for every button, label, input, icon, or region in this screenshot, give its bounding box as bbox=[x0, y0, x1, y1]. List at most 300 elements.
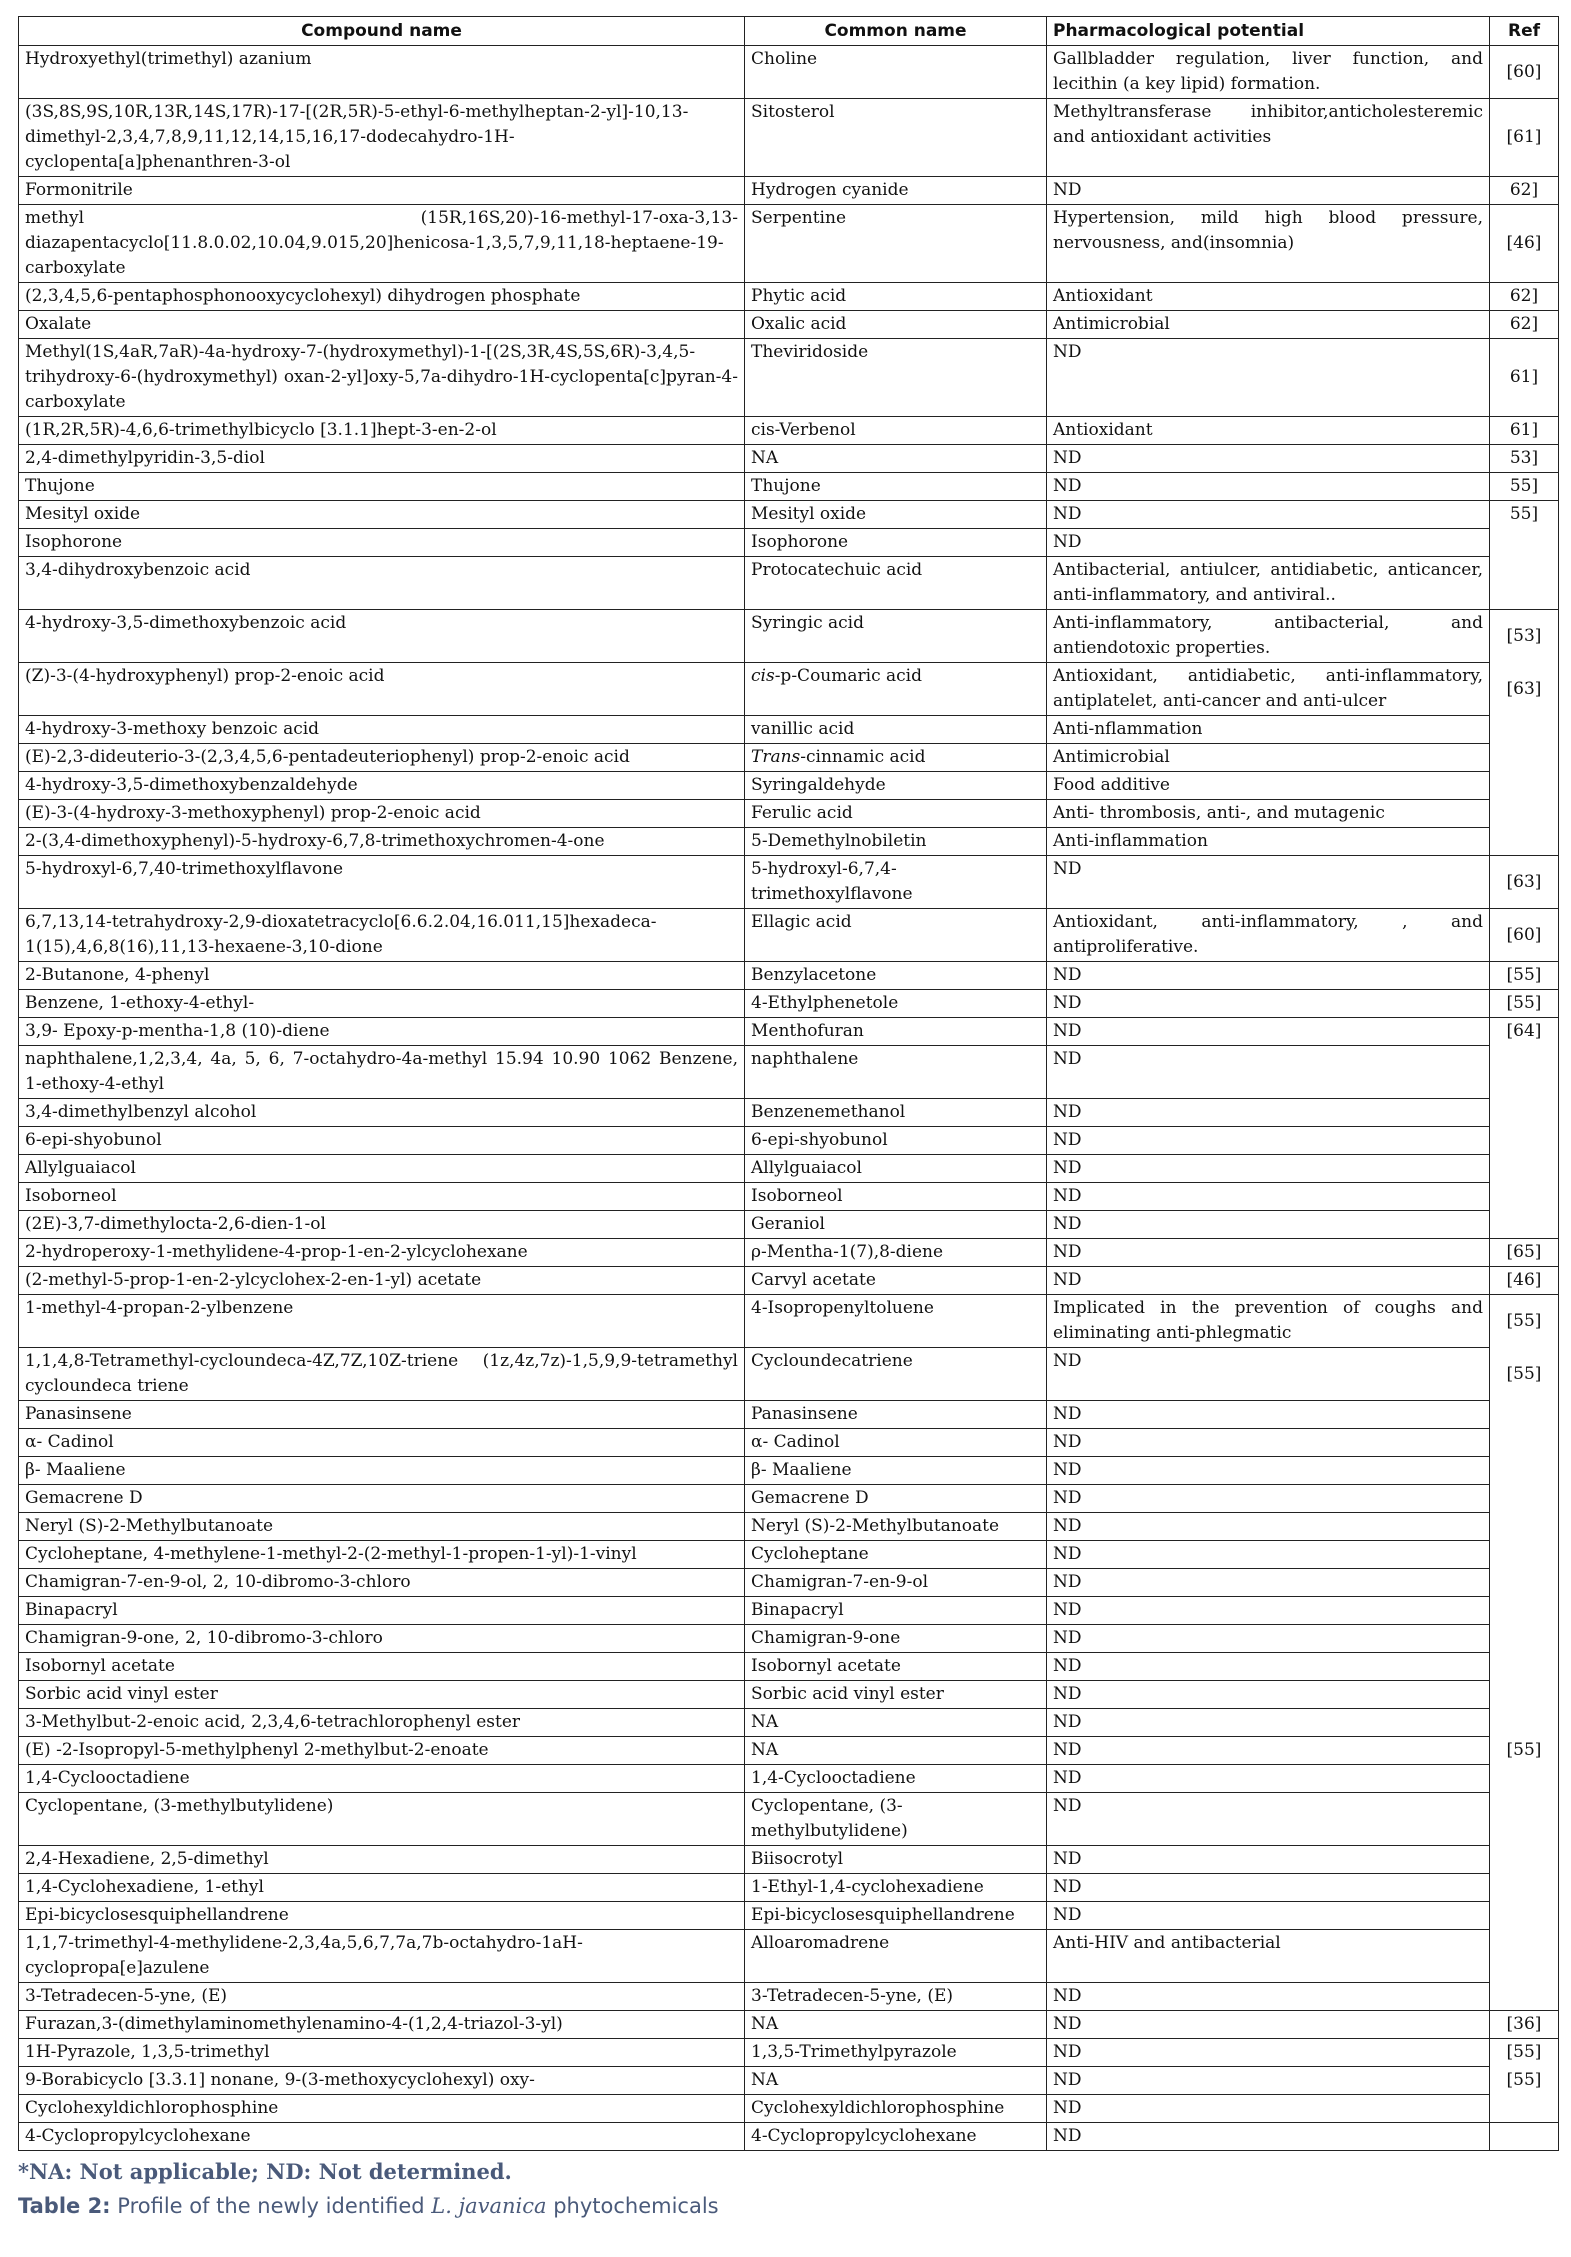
ref-cell bbox=[1490, 716, 1559, 744]
compound-cell: 3-Tetradecen-5-yne, (E) bbox=[19, 1983, 745, 2011]
table-row bbox=[19, 610, 1559, 663]
table-row bbox=[19, 1348, 1559, 1401]
ref-cell: [61] bbox=[1490, 99, 1559, 177]
common-name-cell: Binapacryl bbox=[745, 1597, 1047, 1625]
pharmacological-cell: ND bbox=[1047, 1653, 1490, 1681]
ref-cell bbox=[1490, 1846, 1559, 1874]
table-row bbox=[19, 1793, 1559, 1846]
pharmacological-cell: ND bbox=[1047, 1211, 1490, 1239]
ref-cell bbox=[1490, 1183, 1559, 1211]
compound-cell: 1-methyl-4-propan-2-ylbenzene bbox=[19, 1295, 745, 1348]
pharmacological-cell: ND bbox=[1047, 1457, 1490, 1485]
common-name-cell: Syringic acid bbox=[745, 610, 1047, 663]
phytochemical-table bbox=[18, 16, 1559, 2151]
common-name-cell: 5-hydroxyl-6,7,4-trimethoxylflavone bbox=[745, 856, 1047, 909]
pharmacological-cell: Anti-nflammation bbox=[1047, 716, 1490, 744]
pharmacological-cell: Anti-HIV and antibacterial bbox=[1047, 1930, 1490, 1983]
compound-cell: 4-hydroxy-3,5-dimethoxybenzaldehyde bbox=[19, 772, 745, 800]
table-row bbox=[19, 800, 1559, 828]
pharmacological-cell: Gallbladder regulation, liver function, and lecithin (a key lipid) formation. bbox=[1047, 46, 1490, 99]
ref-cell: [65] bbox=[1490, 1239, 1559, 1267]
footnote: *NA: Not applicable; ND: Not determined. bbox=[18, 2159, 512, 2184]
pharmacological-cell: ND bbox=[1047, 2067, 1490, 2095]
pharmacological-cell: ND bbox=[1047, 501, 1490, 529]
compound-cell: 2-(3,4-dimethoxyphenyl)-5-hydroxy-6,7,8-trimethoxychromen-4-one bbox=[19, 828, 745, 856]
ref-cell: 62] bbox=[1490, 311, 1559, 339]
pharmacological-cell: ND bbox=[1047, 529, 1490, 557]
ref-cell: [46] bbox=[1490, 1267, 1559, 1295]
pharmacological-cell: Antioxidant, antidiabetic, anti-inflammatory, antiplatelet, anti-cancer and anti-ulcer bbox=[1047, 663, 1490, 716]
common-name-cell: Benzylacetone bbox=[745, 962, 1047, 990]
common-name-cell: Cycloheptane bbox=[745, 1541, 1047, 1569]
pharmacological-cell: ND bbox=[1047, 1569, 1490, 1597]
pharmacological-cell: Anti-inflammation bbox=[1047, 828, 1490, 856]
pharmacological-cell: ND bbox=[1047, 1155, 1490, 1183]
pharmacological-cell: Anti-inflammatory, antibacterial, and antiendotoxic properties. bbox=[1047, 610, 1490, 663]
header-compound: Compound name bbox=[19, 17, 745, 46]
pharmacological-cell: ND bbox=[1047, 1429, 1490, 1457]
pharmacological-cell: Food additive bbox=[1047, 772, 1490, 800]
pharmacological-cell: Antimicrobial bbox=[1047, 311, 1490, 339]
ref-cell bbox=[1490, 529, 1559, 557]
table-body bbox=[19, 46, 1559, 2151]
ref-cell bbox=[1490, 1902, 1559, 1930]
common-name-cell: Alloaromadrene bbox=[745, 1930, 1047, 1983]
compound-cell: Cyclohexyldichlorophosphine bbox=[19, 2095, 745, 2123]
compound-cell: 1,1,4,8-Tetramethyl-cycloundeca-4Z,7Z,10Z-triene (1z,4z,7z)-1,5,9,9-tetramethyl cycloundeca triene bbox=[19, 1348, 745, 1401]
pharmacological-cell: ND bbox=[1047, 1625, 1490, 1653]
ref-cell bbox=[1490, 1709, 1559, 1737]
common-name-cell: NA bbox=[745, 2011, 1047, 2039]
table-row bbox=[19, 2067, 1559, 2095]
table-row bbox=[19, 2095, 1559, 2123]
compound-cell: 4-Cyclopropylcyclohexane bbox=[19, 2123, 745, 2151]
table-row bbox=[19, 529, 1559, 557]
pharmacological-cell: ND bbox=[1047, 1239, 1490, 1267]
table-row bbox=[19, 744, 1559, 772]
pharmacological-cell: Hypertension, mild high blood pressure, nervousness, and(insomnia) bbox=[1047, 205, 1490, 283]
compound-cell: Methyl(1S,4aR,7aR)-4a-hydroxy-7-(hydroxymethyl)-1-[(2S,3R,4S,5S,6R)-3,4,5-trihydroxy-6-(hydroxymethyl) oxan-2-yl]oxy-5,7a-dihydro-1H-cyclopenta[c]pyran-4-carboxylate bbox=[19, 339, 745, 417]
compound-cell: Sorbic acid vinyl ester bbox=[19, 1681, 745, 1709]
pharmacological-cell: Antibacterial, antiulcer, antidiabetic, anticancer, anti-inflammatory, and antiviral.. bbox=[1047, 557, 1490, 610]
common-name-cell: naphthalene bbox=[745, 1046, 1047, 1099]
ref-cell: 62] bbox=[1490, 283, 1559, 311]
compound-cell: Hydroxyethyl(trimethyl) azanium bbox=[19, 46, 745, 99]
pharmacological-cell: ND bbox=[1047, 990, 1490, 1018]
ref-cell: 61] bbox=[1490, 417, 1559, 445]
common-name-cell: Protocatechuic acid bbox=[745, 557, 1047, 610]
ref-cell bbox=[1490, 1765, 1559, 1793]
compound-cell: Panasinsene bbox=[19, 1401, 745, 1429]
common-name-cell: NA bbox=[745, 2067, 1047, 2095]
ref-cell: [55] bbox=[1490, 1737, 1559, 1765]
table-row bbox=[19, 46, 1559, 99]
ref-cell: 62] bbox=[1490, 177, 1559, 205]
common-name-text: -p-Coumaric acid bbox=[774, 666, 922, 686]
ref-cell bbox=[1490, 1401, 1559, 1429]
pharmacological-cell: ND bbox=[1047, 1183, 1490, 1211]
compound-cell: Cycloheptane, 4-methylene-1-methyl-2-(2-methyl-1-propen-1-yl)-1-vinyl bbox=[19, 1541, 745, 1569]
compound-cell: (E) -2-Isopropyl-5-methylphenyl 2-methylbut-2-enoate bbox=[19, 1737, 745, 1765]
ref-cell: [55] bbox=[1490, 962, 1559, 990]
compound-cell: (E)-3-(4-hydroxy-3-methoxyphenyl) prop-2-enoic acid bbox=[19, 800, 745, 828]
compound-cell: Formonitrile bbox=[19, 177, 745, 205]
table-row bbox=[19, 1267, 1559, 1295]
table-row bbox=[19, 2123, 1559, 2151]
table-row bbox=[19, 1018, 1559, 1046]
common-name-cell: NA bbox=[745, 1737, 1047, 1765]
ref-cell: [55] bbox=[1490, 2039, 1559, 2067]
common-name-cell: vanillic acid bbox=[745, 716, 1047, 744]
pharmacological-cell: ND bbox=[1047, 2123, 1490, 2151]
ref-cell: [64] bbox=[1490, 1018, 1559, 1046]
caption-text-post: phytochemicals bbox=[553, 2194, 719, 2218]
ref-cell: [46] bbox=[1490, 205, 1559, 283]
common-name-cell: Epi-bicyclosesquiphellandrene bbox=[745, 1902, 1047, 1930]
pharmacological-cell: ND bbox=[1047, 1737, 1490, 1765]
ref-cell bbox=[1490, 1625, 1559, 1653]
ref-cell bbox=[1490, 1793, 1559, 1846]
ref-cell: [55] bbox=[1490, 1348, 1559, 1401]
pharmacological-cell: Antioxidant bbox=[1047, 417, 1490, 445]
common-name-cell: 3-Tetradecen-5-yne, (E) bbox=[745, 1983, 1047, 2011]
ref-cell bbox=[1490, 1155, 1559, 1183]
table-row bbox=[19, 1569, 1559, 1597]
table-row bbox=[19, 1155, 1559, 1183]
pharmacological-cell: ND bbox=[1047, 1046, 1490, 1099]
pharmacological-cell: ND bbox=[1047, 473, 1490, 501]
common-name-cell: cis-Verbenol bbox=[745, 417, 1047, 445]
pharmacological-cell: ND bbox=[1047, 1793, 1490, 1846]
ref-cell: [60] bbox=[1490, 909, 1559, 962]
compound-cell: Oxalate bbox=[19, 311, 745, 339]
compound-cell: (Z)-3-(4-hydroxyphenyl) prop-2-enoic acid bbox=[19, 663, 745, 716]
common-name-cell: 5-Demethylnobiletin bbox=[745, 828, 1047, 856]
compound-cell: (1R,2R,5R)-4,6,6-trimethylbicyclo [3.1.1]hept-3-en-2-ol bbox=[19, 417, 745, 445]
ref-cell bbox=[1490, 1653, 1559, 1681]
compound-cell: (2,3,4,5,6-pentaphosphonooxycyclohexyl) dihydrogen phosphate bbox=[19, 283, 745, 311]
ref-cell: [55] bbox=[1490, 990, 1559, 1018]
common-name-cell: Hydrogen cyanide bbox=[745, 177, 1047, 205]
compound-cell: Isoborneol bbox=[19, 1183, 745, 1211]
table-row bbox=[19, 1846, 1559, 1874]
table-row bbox=[19, 1046, 1559, 1099]
compound-cell: 4-hydroxy-3-methoxy benzoic acid bbox=[19, 716, 745, 744]
common-name-cell: Ferulic acid bbox=[745, 800, 1047, 828]
pharmacological-cell: ND bbox=[1047, 1983, 1490, 2011]
common-name-cell: Sitosterol bbox=[745, 99, 1047, 177]
common-name-cell: 1,4-Cyclooctadiene bbox=[745, 1765, 1047, 1793]
common-name-cell: Chamigran-9-one bbox=[745, 1625, 1047, 1653]
common-name-cell: Gemacrene D bbox=[745, 1485, 1047, 1513]
common-name-cell: ρ-Mentha-1(7),8-diene bbox=[745, 1239, 1047, 1267]
table-row bbox=[19, 1183, 1559, 1211]
pharmacological-cell: ND bbox=[1047, 1485, 1490, 1513]
pharmacological-cell: ND bbox=[1047, 1401, 1490, 1429]
common-name-cell: Allylguaiacol bbox=[745, 1155, 1047, 1183]
compound-cell: (E)-2,3-dideuterio-3-(2,3,4,5,6-pentadeuteriophenyl) prop-2-enoic acid bbox=[19, 744, 745, 772]
pharmacological-cell: ND bbox=[1047, 1018, 1490, 1046]
table-row bbox=[19, 1983, 1559, 2011]
common-name-cell: Ellagic acid bbox=[745, 909, 1047, 962]
pharmacological-cell: ND bbox=[1047, 962, 1490, 990]
pharmacological-cell: Antioxidant, anti-inflammatory, , and antiproliferative. bbox=[1047, 909, 1490, 962]
table-row bbox=[19, 473, 1559, 501]
compound-cell: Epi-bicyclosesquiphellandrene bbox=[19, 1902, 745, 1930]
compound-cell: Neryl (S)-2-Methylbutanoate bbox=[19, 1513, 745, 1541]
table-row bbox=[19, 311, 1559, 339]
compound-cell: 4-hydroxy-3,5-dimethoxybenzoic acid bbox=[19, 610, 745, 663]
table-row bbox=[19, 1513, 1559, 1541]
common-name-cell: Phytic acid bbox=[745, 283, 1047, 311]
common-name-cell: Benzenemethanol bbox=[745, 1099, 1047, 1127]
table-row bbox=[19, 1625, 1559, 1653]
common-name-cell: Menthofuran bbox=[745, 1018, 1047, 1046]
common-name-cell: Theviridoside bbox=[745, 339, 1047, 417]
table-row bbox=[19, 1930, 1559, 1983]
ref-cell bbox=[1490, 1211, 1559, 1239]
compound-cell: 2,4-dimethylpyridin-3,5-diol bbox=[19, 445, 745, 473]
pharmacological-cell: ND bbox=[1047, 339, 1490, 417]
table-row bbox=[19, 339, 1559, 417]
table-row bbox=[19, 1765, 1559, 1793]
ref-cell: 55] bbox=[1490, 473, 1559, 501]
ref-cell bbox=[1490, 557, 1559, 610]
ref-cell bbox=[1490, 1429, 1559, 1457]
common-name-cell: Oxalic acid bbox=[745, 311, 1047, 339]
compound-cell: β- Maaliene bbox=[19, 1457, 745, 1485]
compound-cell: methyl (15R,16S,20)-16-methyl-17-oxa-3,13-diazapentacyclo[11.8.0.02,10.04,9.015,20]henicosa-1,3,5,7,9,11,18-heptaene-19-carboxylate bbox=[19, 205, 745, 283]
common-name-cell: 6-epi-shyobunol bbox=[745, 1127, 1047, 1155]
compound-cell: 2-Butanone, 4-phenyl bbox=[19, 962, 745, 990]
pharmacological-cell: ND bbox=[1047, 1513, 1490, 1541]
compound-cell: 1,4-Cyclohexadiene, 1-ethyl bbox=[19, 1874, 745, 1902]
table-row bbox=[19, 856, 1559, 909]
ref-cell bbox=[1490, 744, 1559, 772]
pharmacological-cell: Antimicrobial bbox=[1047, 744, 1490, 772]
table-row bbox=[19, 1737, 1559, 1765]
compound-cell: Mesityl oxide bbox=[19, 501, 745, 529]
caption-species: L. javanica bbox=[431, 2194, 547, 2218]
compound-cell: (3S,8S,9S,10R,13R,14S,17R)-17-[(2R,5R)-5-ethyl-6-methylheptan-2-yl]-10,13-dimethyl-2,3,4,7,8,9,11,12,14,15,16,17-dodecahydro-1H-cyclopenta[a]phenanthren-3-ol bbox=[19, 99, 745, 177]
common-name-cell bbox=[745, 663, 1047, 716]
pharmacological-cell: ND bbox=[1047, 1267, 1490, 1295]
table-caption bbox=[18, 2194, 1558, 2218]
ref-cell bbox=[1490, 1046, 1559, 1099]
compound-cell: 6,7,13,14-tetrahydroxy-2,9-dioxatetracyclo[6.6.2.04,16.011,15]hexadeca-1(15),4,6,8(16),11,13-hexaene-3,10-dione bbox=[19, 909, 745, 962]
common-name-cell: 4-Isopropenyltoluene bbox=[745, 1295, 1047, 1348]
ref-cell bbox=[1490, 1513, 1559, 1541]
compound-cell: 1,1,7-trimethyl-4-methylidene-2,3,4a,5,6,7,7a,7b-octahydro-1aH-cyclopropa[e]azulene bbox=[19, 1930, 745, 1983]
pharmacological-cell: ND bbox=[1047, 1348, 1490, 1401]
compound-cell: 3,4-dihydroxybenzoic acid bbox=[19, 557, 745, 610]
table-row bbox=[19, 557, 1559, 610]
common-name-cell: Serpentine bbox=[745, 205, 1047, 283]
common-name-cell: β- Maaliene bbox=[745, 1457, 1047, 1485]
compound-cell: 3-Methylbut-2-enoic acid, 2,3,4,6-tetrachlorophenyl ester bbox=[19, 1709, 745, 1737]
compound-cell: Gemacrene D bbox=[19, 1485, 745, 1513]
ref-cell bbox=[1490, 1485, 1559, 1513]
table-row bbox=[19, 177, 1559, 205]
common-name-cell: Cycloundecatriene bbox=[745, 1348, 1047, 1401]
table-row bbox=[19, 909, 1559, 962]
table-header bbox=[19, 17, 1559, 46]
ref-cell bbox=[1490, 1099, 1559, 1127]
table-row bbox=[19, 2039, 1559, 2067]
ref-cell bbox=[1490, 2095, 1559, 2123]
pharmacological-cell: ND bbox=[1047, 1765, 1490, 1793]
ref-cell: [36] bbox=[1490, 2011, 1559, 2039]
ref-cell: [55] bbox=[1490, 1295, 1559, 1348]
table-row bbox=[19, 1429, 1559, 1457]
table-row bbox=[19, 1709, 1559, 1737]
pharmacological-cell: Implicated in the prevention of coughs and eliminating anti-phlegmatic bbox=[1047, 1295, 1490, 1348]
common-name-cell: NA bbox=[745, 1709, 1047, 1737]
common-name-cell: 4-Ethylphenetole bbox=[745, 990, 1047, 1018]
compound-cell: Binapacryl bbox=[19, 1597, 745, 1625]
pharmacological-cell: ND bbox=[1047, 1846, 1490, 1874]
pharmacological-cell: ND bbox=[1047, 1874, 1490, 1902]
common-name-cell: Biisocrotyl bbox=[745, 1846, 1047, 1874]
pharmacological-cell: ND bbox=[1047, 1127, 1490, 1155]
document-page bbox=[18, 16, 1558, 2218]
table-row bbox=[19, 2011, 1559, 2039]
pharmacological-cell: ND bbox=[1047, 177, 1490, 205]
pharmacological-cell: Anti- thrombosis, anti-, and mutagenic bbox=[1047, 800, 1490, 828]
table-row bbox=[19, 1653, 1559, 1681]
pharmacological-cell: ND bbox=[1047, 1681, 1490, 1709]
table-row bbox=[19, 1295, 1559, 1348]
compound-cell: Allylguaiacol bbox=[19, 1155, 745, 1183]
pharmacological-cell: ND bbox=[1047, 2039, 1490, 2067]
header-common: Common name bbox=[745, 17, 1047, 46]
ref-cell bbox=[1490, 828, 1559, 856]
pharmacological-cell: ND bbox=[1047, 2095, 1490, 2123]
pharmacological-cell: ND bbox=[1047, 445, 1490, 473]
compound-cell: 5-hydroxyl-6,7,40-trimethoxylflavone bbox=[19, 856, 745, 909]
ref-cell: [60] bbox=[1490, 46, 1559, 99]
common-name-cell: α- Cadinol bbox=[745, 1429, 1047, 1457]
compound-cell: Thujone bbox=[19, 473, 745, 501]
table-row bbox=[19, 1127, 1559, 1155]
compound-cell: 2,4-Hexadiene, 2,5-dimethyl bbox=[19, 1846, 745, 1874]
table-row bbox=[19, 501, 1559, 529]
common-name-cell: Syringaldehyde bbox=[745, 772, 1047, 800]
common-name-cell: Cyclopentane, (3-methylbutylidene) bbox=[745, 1793, 1047, 1846]
ref-cell: [63] bbox=[1490, 856, 1559, 909]
compound-cell: 3,4-dimethylbenzyl alcohol bbox=[19, 1099, 745, 1127]
compound-cell: 3,9- Epoxy-p-mentha-1,8 (10)-diene bbox=[19, 1018, 745, 1046]
common-name-prefix: Trans bbox=[751, 747, 801, 767]
common-name-cell: Isophorone bbox=[745, 529, 1047, 557]
table-row bbox=[19, 283, 1559, 311]
compound-cell: naphthalene,1,2,3,4, 4a, 5, 6, 7-octahydro-4a-methyl 15.94 10.90 1062 Benzene, 1-ethoxy-4-ethyl bbox=[19, 1046, 745, 1099]
table-row bbox=[19, 1902, 1559, 1930]
ref-cell bbox=[1490, 1681, 1559, 1709]
header-ref: Ref bbox=[1490, 17, 1559, 46]
table-row bbox=[19, 1239, 1559, 1267]
table-row bbox=[19, 1485, 1559, 1513]
caption-text-pre: Profile of the newly identified bbox=[117, 2194, 425, 2218]
compound-cell: 2-hydroperoxy-1-methylidene-4-prop-1-en-2-ylcyclohexane bbox=[19, 1239, 745, 1267]
header-pharm: Pharmacological potential bbox=[1047, 17, 1490, 46]
common-name-prefix: cis bbox=[751, 666, 775, 686]
ref-cell bbox=[1490, 1541, 1559, 1569]
ref-cell: 53] bbox=[1490, 445, 1559, 473]
common-name-cell: Mesityl oxide bbox=[745, 501, 1047, 529]
compound-cell: 9-Borabicyclo [3.3.1] nonane, 9-(3-methoxycyclohexyl) oxy- bbox=[19, 2067, 745, 2095]
common-name-cell: Panasinsene bbox=[745, 1401, 1047, 1429]
ref-cell bbox=[1490, 1874, 1559, 1902]
ref-cell: [63] bbox=[1490, 663, 1559, 716]
common-name-cell: 1,3,5-Trimethylpyrazole bbox=[745, 2039, 1047, 2067]
compound-cell: Furazan,3-(dimethylaminomethylenamino-4-(1,2,4-triazol-3-yl) bbox=[19, 2011, 745, 2039]
common-name-text: -cinnamic acid bbox=[800, 747, 926, 767]
table-row bbox=[19, 99, 1559, 177]
table-row bbox=[19, 828, 1559, 856]
common-name-cell: Carvyl acetate bbox=[745, 1267, 1047, 1295]
common-name-cell: Chamigran-7-en-9-ol bbox=[745, 1569, 1047, 1597]
compound-cell: (2E)-3,7-dimethylocta-2,6-dien-1-ol bbox=[19, 1211, 745, 1239]
pharmacological-cell: ND bbox=[1047, 1099, 1490, 1127]
ref-cell: 55] bbox=[1490, 501, 1559, 529]
table-row bbox=[19, 1874, 1559, 1902]
table-row bbox=[19, 417, 1559, 445]
compound-cell: Cyclopentane, (3-methylbutylidene) bbox=[19, 1793, 745, 1846]
pharmacological-cell: Methyltransferase inhibitor,anticholesteremic and antioxidant activities bbox=[1047, 99, 1490, 177]
caption-label: Table 2: bbox=[18, 2194, 111, 2218]
ref-cell: 61] bbox=[1490, 339, 1559, 417]
pharmacological-cell: ND bbox=[1047, 1541, 1490, 1569]
compound-cell: Isophorone bbox=[19, 529, 745, 557]
compound-cell: Chamigran-7-en-9-ol, 2, 10-dibromo-3-chloro bbox=[19, 1569, 745, 1597]
ref-cell bbox=[1490, 2123, 1559, 2151]
common-name-cell: 1-Ethyl-1,4-cyclohexadiene bbox=[745, 1874, 1047, 1902]
table-row bbox=[19, 1457, 1559, 1485]
compound-cell: Chamigran-9-one, 2, 10-dibromo-3-chloro bbox=[19, 1625, 745, 1653]
table-row bbox=[19, 962, 1559, 990]
common-name-cell: 4-Cyclopropylcyclohexane bbox=[745, 2123, 1047, 2151]
common-name-cell: Thujone bbox=[745, 473, 1047, 501]
compound-cell: 1,4-Cyclooctadiene bbox=[19, 1765, 745, 1793]
common-name-cell: Choline bbox=[745, 46, 1047, 99]
table-row bbox=[19, 445, 1559, 473]
pharmacological-cell: ND bbox=[1047, 1597, 1490, 1625]
ref-cell bbox=[1490, 772, 1559, 800]
pharmacological-cell: Antioxidant bbox=[1047, 283, 1490, 311]
common-name-cell: Neryl (S)-2-Methylbutanoate bbox=[745, 1513, 1047, 1541]
ref-cell bbox=[1490, 1569, 1559, 1597]
pharmacological-cell: ND bbox=[1047, 1902, 1490, 1930]
common-name-cell: Isoborneol bbox=[745, 1183, 1047, 1211]
table-row bbox=[19, 990, 1559, 1018]
common-name-cell: Geraniol bbox=[745, 1211, 1047, 1239]
common-name-cell: NA bbox=[745, 445, 1047, 473]
common-name-cell: Isobornyl acetate bbox=[745, 1653, 1047, 1681]
compound-cell: 6-epi-shyobunol bbox=[19, 1127, 745, 1155]
pharmacological-cell: ND bbox=[1047, 2011, 1490, 2039]
compound-cell: 1H-Pyrazole, 1,3,5-trimethyl bbox=[19, 2039, 745, 2067]
common-name-cell bbox=[745, 744, 1047, 772]
pharmacological-cell: ND bbox=[1047, 1709, 1490, 1737]
ref-cell bbox=[1490, 1457, 1559, 1485]
ref-cell: [55] bbox=[1490, 2067, 1559, 2095]
ref-cell bbox=[1490, 1127, 1559, 1155]
table-row bbox=[19, 1401, 1559, 1429]
table-row bbox=[19, 772, 1559, 800]
common-name-cell: Sorbic acid vinyl ester bbox=[745, 1681, 1047, 1709]
compound-cell: Isobornyl acetate bbox=[19, 1653, 745, 1681]
